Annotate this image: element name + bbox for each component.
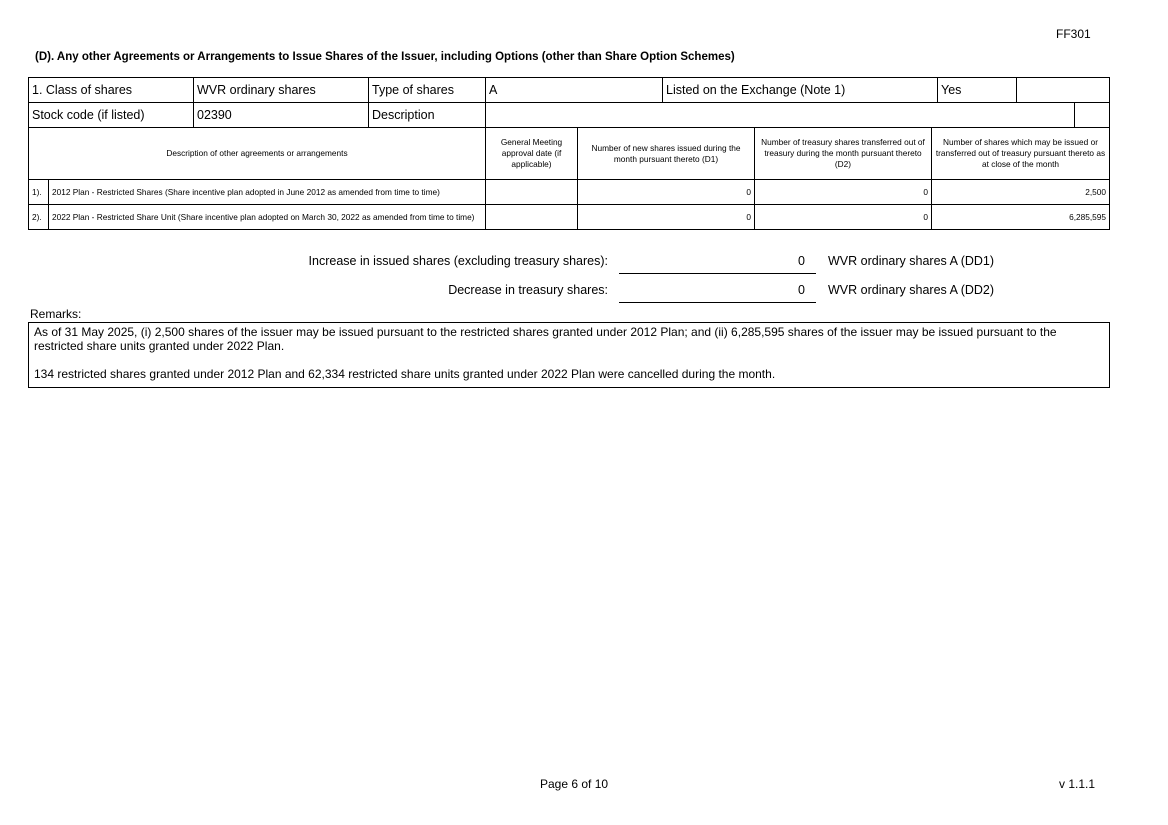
- table-row: [29, 205, 1110, 230]
- increase-underline: [619, 253, 816, 274]
- increase-unit: WVR ordinary shares A (DD1): [828, 254, 995, 268]
- table-header-row: [29, 128, 1110, 180]
- class-of-shares-label: 1. Class of shares: [29, 78, 194, 103]
- stock-code-label: Stock code (if listed): [29, 103, 194, 128]
- stock-code-value: 02390: [194, 103, 369, 128]
- table-row: [29, 180, 1110, 205]
- decrease-label: Decrease in treasury shares:: [448, 283, 608, 297]
- description-label: Description: [369, 103, 486, 128]
- row-approval-date: [486, 205, 578, 230]
- decrease-unit: WVR ordinary shares A (DD2): [828, 283, 995, 297]
- remarks-box: [28, 322, 1110, 388]
- listed-extra-cell: [1017, 78, 1110, 103]
- header-treasury-transferred: Number of treasury shares transferred out of treasury during the month pursuant thereto (D2): [755, 128, 932, 180]
- increase-label: Increase in issued shares (excluding treasury shares):: [308, 254, 608, 268]
- class-of-shares-value: WVR ordinary shares: [194, 78, 369, 103]
- row-index: 1).: [29, 180, 49, 205]
- row-description: 2012 Plan - Restricted Shares (Share incentive plan adopted in June 2012 as amended from time to time): [49, 180, 486, 205]
- arrangements-table: [28, 127, 1110, 230]
- type-of-shares-value: A: [486, 78, 663, 103]
- row-index: 2).: [29, 205, 49, 230]
- remarks-label: Remarks:: [30, 307, 82, 321]
- header-approval-date: General Meeting approval date (if applicable): [486, 128, 578, 180]
- row-treasury-transferred: 0: [755, 180, 932, 205]
- page-number: Page 6 of 10: [540, 777, 609, 791]
- header-new-shares: Number of new shares issued during the month pursuant thereto (D1): [578, 128, 755, 180]
- row-new-shares: 0: [578, 205, 755, 230]
- decrease-underline: [619, 282, 816, 303]
- decrease-value: 0: [798, 283, 805, 297]
- row-may-be-issued: 2,500: [932, 180, 1110, 205]
- remarks-paragraph: As of 31 May 2025, (i) 2,500 shares of the issuer may be issued pursuant to the restricted shares granted under 2012 Plan; and (ii) 6,285,595 shares of the issuer may be issued pursuant to the restricted share units granted under 2022 Plan.: [34, 325, 1057, 353]
- description-value: [486, 103, 1075, 128]
- row-may-be-issued: 6,285,595: [932, 205, 1110, 230]
- row-description: 2022 Plan - Restricted Share Unit (Share incentive plan adopted on March 30, 2022 as amended from time to time): [49, 205, 486, 230]
- version-label: v 1.1.1: [1059, 777, 1096, 791]
- listed-label: Listed on the Exchange (Note 1): [663, 78, 938, 103]
- form-code: FF301: [1056, 27, 1091, 41]
- header-may-be-issued: Number of shares which may be issued or transferred out of treasury pursuant thereto as at close of the month: [932, 128, 1110, 180]
- row-approval-date: [486, 180, 578, 205]
- description-extra-cell: [1075, 103, 1110, 128]
- header-description: Description of other agreements or arrangements: [29, 128, 486, 180]
- remarks-paragraph: 134 restricted shares granted under 2012 Plan and 62,334 restricted share units granted under 2022 Plan were cancelled during the month.: [34, 367, 776, 381]
- section-title: (D). Any other Agreements or Arrangements to Issue Shares of the Issuer, including Options (other than Share Option Schemes): [35, 51, 735, 63]
- row-treasury-transferred: 0: [755, 205, 932, 230]
- type-of-shares-label: Type of shares: [369, 78, 486, 103]
- share-info-table: [28, 77, 1110, 128]
- row-new-shares: 0: [578, 180, 755, 205]
- listed-value: Yes: [938, 78, 1017, 103]
- increase-value: 0: [798, 254, 805, 268]
